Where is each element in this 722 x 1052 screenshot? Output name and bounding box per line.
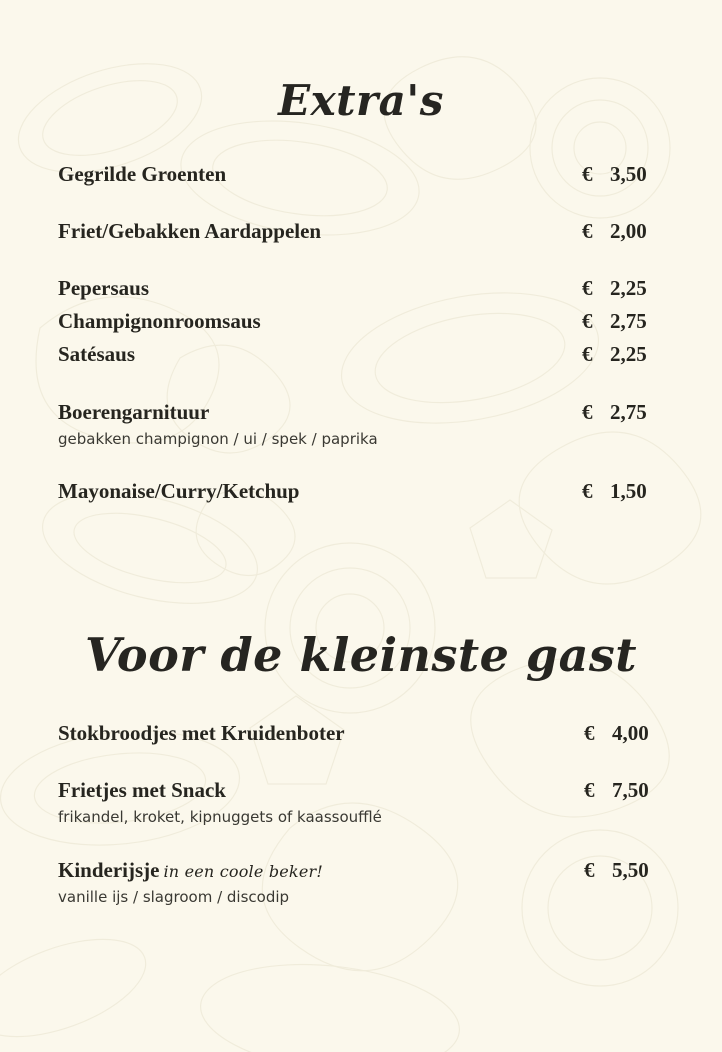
menu-item-price (582, 162, 664, 187)
menu-item (58, 855, 664, 886)
menu-page (0, 28, 722, 1052)
menu-item (58, 159, 664, 190)
price-amount: 2,75 (610, 309, 647, 334)
menu-item (58, 775, 664, 806)
price-amount: 2,25 (610, 276, 647, 301)
menu-item-price (584, 778, 664, 803)
menu-item (58, 397, 664, 428)
menu-item-note: in een coole beker! (163, 862, 323, 882)
currency-symbol: € (584, 721, 595, 746)
menu-item-description: vanille ijs / slagroom / discodip (58, 888, 290, 907)
menu-item-name: Pepersaus (58, 276, 149, 301)
currency-symbol: € (582, 399, 593, 424)
menu-group (58, 159, 664, 190)
currency-symbol: € (584, 858, 595, 883)
menu-item-price (582, 219, 664, 244)
menu-item-description: gebakken champignon / ui / spek / paprika (58, 429, 378, 448)
menu-item-name: Champignonroomsaus (58, 309, 261, 334)
menu-item (58, 216, 664, 247)
menu-item (58, 476, 664, 507)
menu-group-sauces (58, 273, 664, 370)
menu-group (58, 855, 664, 909)
menu-item (58, 273, 664, 304)
menu-group (58, 476, 664, 507)
menu-item-name: Satésaus (58, 342, 136, 367)
menu-item-price (582, 400, 664, 425)
menu-item-description: frikandel, kroket, kipnuggets of kaassoufflé (58, 808, 382, 827)
menu-item-name: Stokbroodjes met Kruidenboter (58, 721, 345, 746)
menu-item (58, 306, 664, 337)
price-amount: 1,50 (610, 479, 647, 504)
menu-item (58, 339, 664, 370)
menu-group (58, 397, 664, 451)
menu-group (58, 216, 664, 247)
menu-item-price (582, 276, 664, 301)
menu-item-price (582, 479, 664, 504)
price-amount: 2,75 (610, 399, 647, 424)
currency-symbol: € (582, 162, 593, 187)
menu-item-price (584, 858, 664, 883)
section-title-extras: Extra's (278, 76, 444, 126)
currency-symbol: € (582, 479, 593, 504)
menu-item (58, 718, 664, 749)
price-amount: 2,25 (610, 342, 647, 367)
price-amount: 4,00 (612, 721, 649, 746)
currency-symbol: € (584, 778, 595, 803)
menu-item-price (584, 721, 664, 746)
menu-item-price (582, 309, 664, 334)
menu-group (58, 718, 664, 749)
menu-item-label: Kinderijsje (58, 858, 160, 883)
currency-symbol: € (582, 219, 593, 244)
menu-group (58, 775, 664, 829)
section-title-kids: Voor de kleinste gast (84, 628, 638, 683)
menu-item-name: Mayonaise/Curry/Ketchup (58, 479, 300, 504)
menu-item-name: Gegrilde Groenten (58, 162, 227, 187)
currency-symbol: € (582, 309, 593, 334)
menu-item-name: Frietjes met Snack (58, 778, 226, 803)
currency-symbol: € (582, 342, 593, 367)
kids-section (58, 718, 664, 909)
price-amount: 5,50 (612, 858, 649, 883)
currency-symbol: € (582, 276, 593, 301)
menu-item-name: Boerengarnituur (58, 399, 210, 424)
menu-item-name: Friet/Gebakken Aardappelen (58, 219, 322, 244)
menu-item-price (582, 342, 664, 367)
section-spacer (58, 533, 664, 579)
price-amount: 7,50 (612, 778, 649, 803)
menu-item-name (58, 855, 323, 886)
price-amount: 3,50 (610, 162, 647, 187)
price-amount: 2,00 (610, 219, 647, 244)
